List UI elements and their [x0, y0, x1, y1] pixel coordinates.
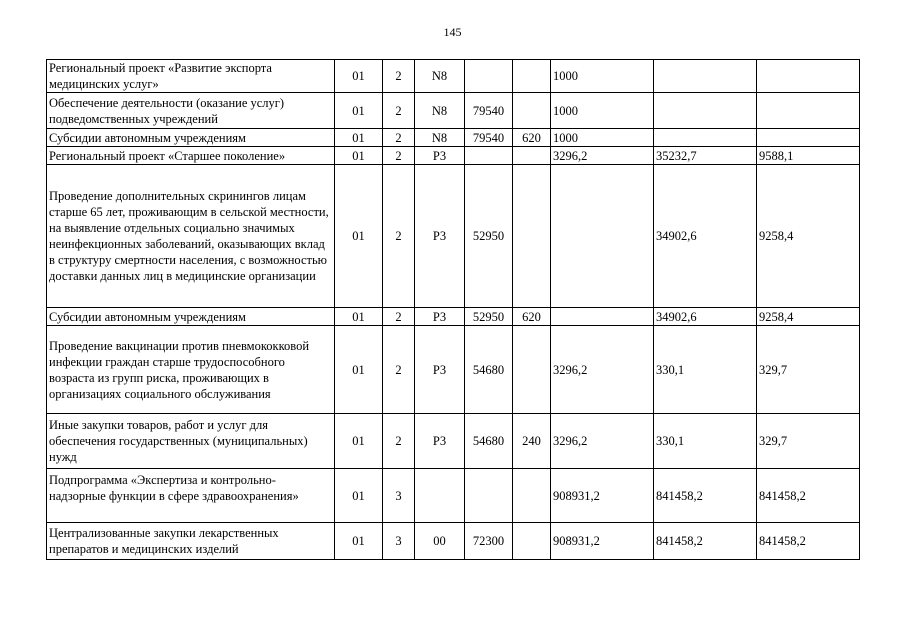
cell-value-1: 1000	[551, 60, 654, 93]
cell-code-4	[465, 469, 513, 523]
row-name: Субсидии автономным учреждениям	[47, 129, 335, 147]
table-row	[47, 147, 860, 165]
cell-code-5	[513, 60, 551, 93]
cell-code-5	[513, 147, 551, 165]
cell-code-2: 2	[383, 60, 415, 93]
cell-value-1	[551, 165, 654, 308]
cell-code-3: N8	[415, 93, 465, 129]
table-row	[47, 60, 860, 93]
cell-code-1: 01	[335, 523, 383, 560]
cell-code-2: 2	[383, 326, 415, 414]
table-row	[47, 326, 860, 414]
row-name: Проведение дополнительных скринингов лицам старше 65 лет, проживающим в сельской местности, на выявление отдельных социально значимых неинфекционных заболеваний, оказывающих вклад в структуру смертности населения, с возможностью доставки данных лиц в медицинские организации	[47, 165, 335, 308]
table-row	[47, 93, 860, 129]
cell-value-1: 908931,2	[551, 469, 654, 523]
cell-code-3: P3	[415, 308, 465, 326]
table-row	[47, 414, 860, 469]
table-row	[47, 129, 860, 147]
cell-code-1: 01	[335, 469, 383, 523]
cell-code-4: 52950	[465, 165, 513, 308]
row-name: Проведение вакцинации против пневмококковой инфекции граждан старше трудоспособного возраста из групп риска, проживающих в организациях социального обслуживания	[47, 326, 335, 414]
cell-code-4: 54680	[465, 414, 513, 469]
cell-value-2: 330,1	[654, 414, 757, 469]
cell-code-1: 01	[335, 93, 383, 129]
cell-value-3: 841458,2	[757, 469, 860, 523]
cell-code-3: 00	[415, 523, 465, 560]
cell-code-1: 01	[335, 147, 383, 165]
cell-value-2: 34902,6	[654, 308, 757, 326]
cell-code-4: 79540	[465, 129, 513, 147]
cell-code-5	[513, 326, 551, 414]
cell-code-2: 2	[383, 308, 415, 326]
cell-value-3: 9258,4	[757, 308, 860, 326]
cell-value-3: 9258,4	[757, 165, 860, 308]
cell-value-2: 34902,6	[654, 165, 757, 308]
cell-code-4: 79540	[465, 93, 513, 129]
cell-code-5	[513, 165, 551, 308]
cell-value-1: 1000	[551, 129, 654, 147]
cell-value-3: 841458,2	[757, 523, 860, 560]
table-row	[47, 165, 860, 308]
cell-code-3: P3	[415, 147, 465, 165]
cell-value-2	[654, 129, 757, 147]
cell-value-2	[654, 60, 757, 93]
row-name: Региональный проект «Развитие экспорта медицинских услуг»	[47, 60, 335, 93]
cell-code-1: 01	[335, 165, 383, 308]
cell-code-5	[513, 523, 551, 560]
cell-code-1: 01	[335, 308, 383, 326]
cell-value-3: 329,7	[757, 326, 860, 414]
cell-code-3	[415, 469, 465, 523]
cell-code-5: 240	[513, 414, 551, 469]
cell-value-2: 35232,7	[654, 147, 757, 165]
cell-value-1: 3296,2	[551, 326, 654, 414]
row-name: Централизованные закупки лекарственных препаратов и медицинских изделий	[47, 523, 335, 560]
cell-code-4	[465, 147, 513, 165]
cell-value-2: 841458,2	[654, 523, 757, 560]
row-name: Региональный проект «Старшее поколение»	[47, 147, 335, 165]
row-name: Субсидии автономным учреждениям	[47, 308, 335, 326]
cell-code-3: P3	[415, 165, 465, 308]
budget-table	[46, 59, 860, 560]
cell-value-1: 3296,2	[551, 147, 654, 165]
row-name: Иные закупки товаров, работ и услуг для обеспечения государственных (муниципальных) нужд	[47, 414, 335, 469]
cell-code-4: 54680	[465, 326, 513, 414]
cell-value-2: 841458,2	[654, 469, 757, 523]
cell-code-2: 2	[383, 129, 415, 147]
cell-value-2	[654, 93, 757, 129]
table-row	[47, 308, 860, 326]
cell-value-1: 908931,2	[551, 523, 654, 560]
row-name: Обеспечение деятельности (оказание услуг) подведомственных учреждений	[47, 93, 335, 129]
cell-code-5	[513, 93, 551, 129]
cell-value-1	[551, 308, 654, 326]
table-row	[47, 523, 860, 560]
cell-value-3	[757, 93, 860, 129]
cell-code-5	[513, 469, 551, 523]
cell-value-2: 330,1	[654, 326, 757, 414]
cell-code-3: N8	[415, 60, 465, 93]
cell-value-3	[757, 60, 860, 93]
cell-value-1: 3296,2	[551, 414, 654, 469]
cell-code-4: 52950	[465, 308, 513, 326]
cell-code-3: P3	[415, 414, 465, 469]
cell-value-1: 1000	[551, 93, 654, 129]
cell-code-2: 2	[383, 414, 415, 469]
cell-code-3: P3	[415, 326, 465, 414]
cell-value-3: 329,7	[757, 414, 860, 469]
cell-code-2: 3	[383, 469, 415, 523]
cell-code-3: N8	[415, 129, 465, 147]
cell-code-1: 01	[335, 129, 383, 147]
cell-code-2: 2	[383, 93, 415, 129]
cell-code-1: 01	[335, 326, 383, 414]
table-row	[47, 469, 860, 523]
cell-code-2: 2	[383, 147, 415, 165]
cell-code-4: 72300	[465, 523, 513, 560]
cell-code-4	[465, 60, 513, 93]
page-number: 145	[443, 25, 462, 39]
cell-code-2: 3	[383, 523, 415, 560]
cell-code-5: 620	[513, 129, 551, 147]
cell-code-1: 01	[335, 60, 383, 93]
cell-code-2: 2	[383, 165, 415, 308]
cell-value-3: 9588,1	[757, 147, 860, 165]
row-name: Подпрограмма «Экспертиза и контрольно-надзорные функции в сфере здравоохранения»	[47, 469, 335, 523]
cell-code-5: 620	[513, 308, 551, 326]
cell-value-3	[757, 129, 860, 147]
cell-code-1: 01	[335, 414, 383, 469]
